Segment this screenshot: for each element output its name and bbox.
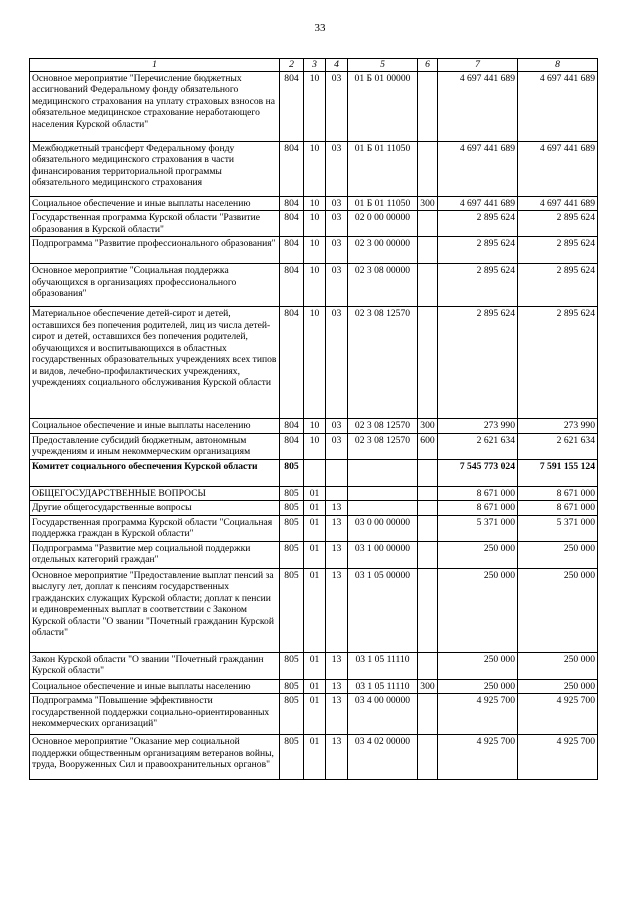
section-code-cell: 01: [304, 652, 326, 679]
row-name-cell: Основное мероприятие "Перечисление бюджетных ассигнований Федеральному фонду обязательного медицинского страхования на уплату страховых взносов на обязательное медицинское страхование неработающего населения Курской области": [30, 71, 280, 141]
row-name-cell: Государственная программа Курской области "Развитие образования в Курской области": [30, 211, 280, 237]
subsection-code-cell: 13: [326, 541, 348, 568]
column-header: 4: [326, 59, 348, 72]
row-name-cell: Государственная программа Курской области "Социальная поддержка граждан в Курской области": [30, 515, 280, 541]
target-article-cell: [348, 501, 418, 516]
row-name-cell: Закон Курской области "О звании "Почетный гражданин Курской области": [30, 652, 280, 679]
table-row: [30, 694, 598, 735]
expense-type-cell: [418, 515, 438, 541]
expense-type-cell: [418, 307, 438, 419]
target-article-cell: 02 3 08 12570: [348, 419, 418, 434]
subsection-code-cell: 13: [326, 735, 348, 780]
table-row: [30, 486, 598, 501]
expense-type-cell: [418, 237, 438, 264]
ministry-code-cell: 805: [280, 501, 304, 516]
amount-col7-cell: 2 895 624: [438, 211, 518, 237]
ministry-code-cell: 805: [280, 652, 304, 679]
target-article-cell: 03 4 02 00000: [348, 735, 418, 780]
amount-col8-cell: 8 671 000: [518, 501, 598, 516]
ministry-code-cell: 804: [280, 307, 304, 419]
target-article-cell: 03 1 05 00000: [348, 568, 418, 652]
row-name-cell: Социальное обеспечение и иные выплаты населению: [30, 419, 280, 434]
expense-type-cell: [418, 486, 438, 501]
ministry-code-cell: 805: [280, 459, 304, 486]
table-row: [30, 568, 598, 652]
column-header-row: [30, 59, 598, 72]
target-article-cell: 02 0 00 00000: [348, 211, 418, 237]
amount-col7-cell: 5 371 000: [438, 515, 518, 541]
ministry-code-cell: 805: [280, 568, 304, 652]
table-row: [30, 735, 598, 780]
expense-type-cell: [418, 694, 438, 735]
section-code-cell: 10: [304, 433, 326, 459]
amount-col8-cell: 4 925 700: [518, 735, 598, 780]
page-number: 33: [314, 22, 326, 34]
table-row: [30, 141, 598, 196]
row-name-cell: ОБЩЕГОСУДАРСТВЕННЫЕ ВОПРОСЫ: [30, 486, 280, 501]
subsection-code-cell: 03: [326, 264, 348, 307]
amount-col7-cell: 2 895 624: [438, 237, 518, 264]
subsection-code-cell: 13: [326, 568, 348, 652]
amount-col7-cell: 8 671 000: [438, 486, 518, 501]
subsection-code-cell: 03: [326, 211, 348, 237]
section-code-cell: 10: [304, 211, 326, 237]
target-article-cell: [348, 486, 418, 501]
subsection-code-cell: 13: [326, 679, 348, 694]
amount-col7-cell: 4 697 441 689: [438, 196, 518, 211]
target-article-cell: [348, 459, 418, 486]
row-name-cell: Межбюджетный трансферт Федеральному фонду обязательного медицинского страхования в части финансирования территориальной программы обязательного медицинского страхования: [30, 141, 280, 196]
subsection-code-cell: [326, 486, 348, 501]
expense-type-cell: [418, 652, 438, 679]
subsection-code-cell: 03: [326, 307, 348, 419]
amount-col8-cell: 250 000: [518, 541, 598, 568]
section-code-cell: 01: [304, 568, 326, 652]
row-name-cell: Основное мероприятие "Предоставление выплат пенсий за выслугу лет, доплат к пенсиям государственных гражданских служащих Курской области; доплат к пенсии и единовременных выплат в соответствии с Законом Курской области "О звании "Почетный гражданин Курской области": [30, 568, 280, 652]
column-header: 2: [280, 59, 304, 72]
expense-type-cell: [418, 264, 438, 307]
amount-col8-cell: 4 925 700: [518, 694, 598, 735]
section-code-cell: 01: [304, 735, 326, 780]
table-row: [30, 196, 598, 211]
row-name-cell: Комитет социального обеспечения Курской области: [30, 459, 280, 486]
expense-type-cell: 300: [418, 196, 438, 211]
ministry-code-cell: 804: [280, 141, 304, 196]
ministry-code-cell: 805: [280, 735, 304, 780]
target-article-cell: 03 1 05 11110: [348, 652, 418, 679]
row-name-cell: Основное мероприятие "Социальная поддержка обучающихся в организациях профессионального образования": [30, 264, 280, 307]
amount-col8-cell: 2 895 624: [518, 307, 598, 419]
target-article-cell: 01 Б 01 11050: [348, 196, 418, 211]
row-name-cell: Основное мероприятие "Оказание мер социальной поддержки общественным организациям ветеранов войны, труда, Вооруженных Сил и правоохранительных органов": [30, 735, 280, 780]
amount-col7-cell: 4 925 700: [438, 694, 518, 735]
amount-col7-cell: 4 697 441 689: [438, 71, 518, 141]
amount-col8-cell: 2 621 634: [518, 433, 598, 459]
amount-col8-cell: 2 895 624: [518, 211, 598, 237]
subsection-code-cell: 13: [326, 652, 348, 679]
subsection-code-cell: 03: [326, 71, 348, 141]
row-name-cell: Социальное обеспечение и иные выплаты населению: [30, 196, 280, 211]
section-code-cell: 10: [304, 419, 326, 434]
subsection-code-cell: 13: [326, 501, 348, 516]
target-article-cell: 01 Б 01 00000: [348, 71, 418, 141]
table-body: [30, 71, 598, 780]
subsection-code-cell: 13: [326, 515, 348, 541]
amount-col7-cell: 250 000: [438, 679, 518, 694]
section-code-cell: [304, 459, 326, 486]
amount-col7-cell: 2 895 624: [438, 307, 518, 419]
row-name-cell: Материальное обеспечение детей-сирот и детей, оставшихся без попечения родителей, лиц из числа детей-сирот и детей, оставшихся без попечения родителей, обучающихся и воспитывающихся в областных государственных образовательных учреждениях всех типов и видов, лечебно-профилактических учреждениях, учреждениях социального обслуживания Курской области: [30, 307, 280, 419]
amount-col8-cell: 2 895 624: [518, 264, 598, 307]
table-row: [30, 419, 598, 434]
amount-col7-cell: 2 895 624: [438, 264, 518, 307]
table-row: [30, 459, 598, 486]
target-article-cell: 02 3 08 12570: [348, 307, 418, 419]
target-article-cell: 03 1 00 00000: [348, 541, 418, 568]
table-row: [30, 71, 598, 141]
section-code-cell: 01: [304, 694, 326, 735]
amount-col8-cell: 7 591 155 124: [518, 459, 598, 486]
amount-col8-cell: 4 697 441 689: [518, 71, 598, 141]
section-code-cell: 10: [304, 196, 326, 211]
row-name-cell: Подпрограмма "Развитие мер социальной поддержки отдельных категорий граждан": [30, 541, 280, 568]
subsection-code-cell: [326, 459, 348, 486]
expense-type-cell: [418, 211, 438, 237]
row-name-cell: Подпрограмма "Повышение эффективности государственной поддержки социально-ориентированных некоммерческих организаций": [30, 694, 280, 735]
target-article-cell: 02 3 08 00000: [348, 264, 418, 307]
ministry-code-cell: 805: [280, 541, 304, 568]
subsection-code-cell: 03: [326, 433, 348, 459]
column-header: 3: [304, 59, 326, 72]
section-code-cell: 10: [304, 141, 326, 196]
expense-type-cell: 300: [418, 419, 438, 434]
table-row: [30, 515, 598, 541]
column-header: 6: [418, 59, 438, 72]
amount-col8-cell: 250 000: [518, 568, 598, 652]
expense-type-cell: [418, 568, 438, 652]
amount-col7-cell: 250 000: [438, 568, 518, 652]
amount-col8-cell: 2 895 624: [518, 237, 598, 264]
expense-type-cell: [418, 501, 438, 516]
ministry-code-cell: 804: [280, 237, 304, 264]
amount-col7-cell: 273 990: [438, 419, 518, 434]
amount-col8-cell: 4 697 441 689: [518, 196, 598, 211]
section-code-cell: 10: [304, 264, 326, 307]
ministry-code-cell: 804: [280, 71, 304, 141]
ministry-code-cell: 804: [280, 211, 304, 237]
table-row: [30, 237, 598, 264]
amount-col8-cell: 8 671 000: [518, 486, 598, 501]
ministry-code-cell: 804: [280, 264, 304, 307]
subsection-code-cell: 03: [326, 196, 348, 211]
row-name-cell: Другие общегосударственные вопросы: [30, 501, 280, 516]
expense-type-cell: [418, 541, 438, 568]
column-header: 1: [30, 59, 280, 72]
section-code-cell: 10: [304, 71, 326, 141]
amount-col8-cell: 250 000: [518, 679, 598, 694]
subsection-code-cell: 13: [326, 694, 348, 735]
expense-type-cell: [418, 71, 438, 141]
amount-col7-cell: 250 000: [438, 652, 518, 679]
amount-col8-cell: 5 371 000: [518, 515, 598, 541]
amount-col7-cell: 8 671 000: [438, 501, 518, 516]
target-article-cell: 02 3 00 00000: [348, 237, 418, 264]
row-name-cell: Социальное обеспечение и иные выплаты населению: [30, 679, 280, 694]
table-row: [30, 541, 598, 568]
budget-table: [29, 58, 598, 780]
ministry-code-cell: 805: [280, 486, 304, 501]
row-name-cell: Предоставление субсидий бюджетным, автономным учреждениям и иным некоммерческим организациям: [30, 433, 280, 459]
section-code-cell: 01: [304, 501, 326, 516]
target-article-cell: 03 1 05 11110: [348, 679, 418, 694]
table-row: [30, 433, 598, 459]
expense-type-cell: [418, 735, 438, 780]
table-row: [30, 501, 598, 516]
column-header: 5: [348, 59, 418, 72]
ministry-code-cell: 804: [280, 196, 304, 211]
row-name-cell: Подпрограмма "Развитие профессионального образования": [30, 237, 280, 264]
subsection-code-cell: 03: [326, 141, 348, 196]
subsection-code-cell: 03: [326, 237, 348, 264]
ministry-code-cell: 805: [280, 679, 304, 694]
expense-type-cell: 300: [418, 679, 438, 694]
target-article-cell: 01 Б 01 11050: [348, 141, 418, 196]
table-row: [30, 211, 598, 237]
section-code-cell: 01: [304, 541, 326, 568]
amount-col7-cell: 7 545 773 024: [438, 459, 518, 486]
section-code-cell: 01: [304, 679, 326, 694]
table-row: [30, 264, 598, 307]
amount-col7-cell: 250 000: [438, 541, 518, 568]
ministry-code-cell: 804: [280, 419, 304, 434]
amount-col7-cell: 2 621 634: [438, 433, 518, 459]
table-row: [30, 307, 598, 419]
section-code-cell: 01: [304, 515, 326, 541]
table-row: [30, 652, 598, 679]
column-header: 7: [438, 59, 518, 72]
amount-col8-cell: 250 000: [518, 652, 598, 679]
amount-col8-cell: 273 990: [518, 419, 598, 434]
ministry-code-cell: 804: [280, 433, 304, 459]
expense-type-cell: [418, 459, 438, 486]
amount-col8-cell: 4 697 441 689: [518, 141, 598, 196]
table-row: [30, 679, 598, 694]
target-article-cell: 03 4 00 00000: [348, 694, 418, 735]
subsection-code-cell: 03: [326, 419, 348, 434]
expense-type-cell: 600: [418, 433, 438, 459]
amount-col7-cell: 4 925 700: [438, 735, 518, 780]
section-code-cell: 01: [304, 486, 326, 501]
column-header: 8: [518, 59, 598, 72]
amount-col7-cell: 4 697 441 689: [438, 141, 518, 196]
ministry-code-cell: 805: [280, 694, 304, 735]
expense-type-cell: [418, 141, 438, 196]
section-code-cell: 10: [304, 307, 326, 419]
ministry-code-cell: 805: [280, 515, 304, 541]
target-article-cell: 02 3 08 12570: [348, 433, 418, 459]
section-code-cell: 10: [304, 237, 326, 264]
target-article-cell: 03 0 00 00000: [348, 515, 418, 541]
